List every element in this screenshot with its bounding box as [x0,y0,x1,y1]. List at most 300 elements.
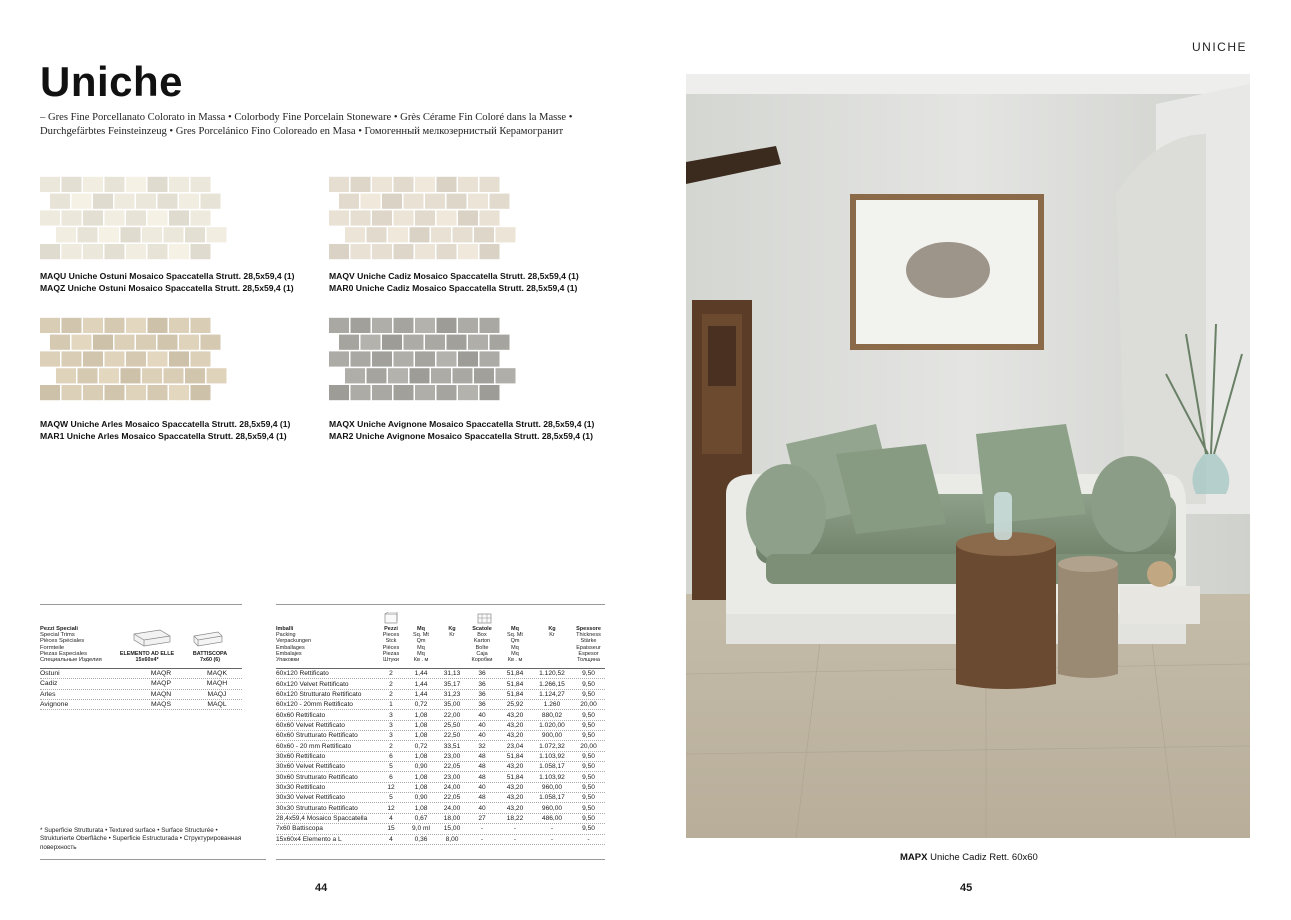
packing-col-header-line: Box [477,632,487,639]
mosaic-brick [164,227,184,242]
mosaic-brick [105,210,125,225]
table-cell: 40 [478,711,486,719]
mosaic-brick [458,351,478,366]
table-cell: 36 [478,670,486,678]
table-cell: 1.124,27 [539,690,565,698]
table-cell: 40 [478,783,486,791]
mosaic-brick [367,227,387,242]
l-element-icon [130,626,174,648]
mosaic-brick [329,318,349,333]
tile-image-avignone [329,317,519,401]
table-cell: 18,00 [443,814,461,822]
table-cell: 3 [389,721,393,729]
packing-col-header [498,626,532,663]
box-icon [477,612,493,624]
mosaic-brick [201,335,221,350]
photo-caption-code: MAPX [900,852,928,863]
cell-code: MAQS [150,701,171,709]
mosaic-brick [121,227,141,242]
table-cell: 9,50 [582,825,595,833]
mosaic-brick [437,244,457,259]
mosaic-brick [83,210,103,225]
mosaic-brick [372,177,392,192]
mosaic-brick [437,177,457,192]
col-header-skirting-size: 7x60 (6) [199,657,221,663]
table-row [276,803,605,813]
cell-code: MAQP [150,680,171,688]
table-cell: 9,50 [582,680,595,688]
table-cell: 0,36 [414,835,428,843]
mosaic-brick [207,368,227,383]
mosaic-brick [351,318,371,333]
mosaic-brick [105,385,125,400]
mosaic-brick [169,385,189,400]
mosaic-brick [148,351,168,366]
table-row [276,731,605,741]
mosaic-brick [40,318,60,333]
mosaic-brick [126,385,146,400]
table-cell: 60x60 Velvet Rettificato [276,721,345,729]
mosaic-brick [361,194,381,209]
mosaic-brick [410,227,430,242]
mosaic-brick [480,385,500,400]
table-cell: 40 [478,721,486,729]
table-cell: 9,50 [582,732,595,740]
packing-col-header-title: Pezzi [384,626,398,632]
table-cell: 9,50 [582,783,595,791]
tile-card-cadiz [329,176,619,294]
packing-col-header-line: Sq. Mt [507,632,523,639]
mosaic-brick [382,335,402,350]
mosaic-brick [126,318,146,333]
divider [40,859,266,860]
table-cell: 23,00 [443,773,461,781]
mosaic-brick [201,194,221,209]
table-row [276,772,605,782]
packing-col-header-line: Mq [511,650,519,657]
table-cell: 12 [387,783,395,791]
mosaic-brick [191,385,211,400]
table-cell: 7x60 Battiscopa [276,825,323,833]
mosaic-brick [394,385,414,400]
table-cell: 3 [389,732,393,740]
packing-col-header-line: Espesor [578,650,599,657]
table-cell: 31,13 [443,670,461,678]
mosaic-brick [351,351,371,366]
mosaic-brick [40,177,60,192]
divider [276,604,605,605]
mosaic-brick [40,244,60,259]
mosaic-brick [372,318,392,333]
packing-col-header-line: Emballages [276,644,305,651]
tile-caption-line2: MAR2 Uniche Avignone Mosaico Spaccatella Strutt. 28,5x59,4 (1) [329,430,593,441]
mosaic-brick [367,368,387,383]
packing-col-header-line: Pieces [382,632,400,639]
tile-card-arles [40,317,330,442]
mosaic-brick [437,210,457,225]
mosaic-brick [480,318,500,333]
table-cell: 960,00 [541,804,563,812]
col-header-l-element-title: ELEMENTO AD ELLE [119,651,175,657]
table-cell: 60x60 - 20 mm Rettificato [276,742,352,750]
mosaic-brick [148,318,168,333]
table-cell: 15x60x4 Elemento a L [276,835,342,843]
cell-code: MAQH [206,680,228,688]
packing-col-header [572,626,605,663]
table-cell: 1.260 [543,701,561,709]
mosaic-brick [415,244,435,259]
table-cell: 60x60 Rettificato [276,711,326,719]
divider [276,859,605,860]
table-cell: 486,00 [541,814,563,822]
table-cell: 32 [478,742,486,750]
mosaic-brick [474,227,494,242]
mosaic-brick [351,244,371,259]
packing-col-header-line: Mq [511,644,519,651]
table-cell: 22,05 [443,794,461,802]
cell-code: MAQN [150,690,172,698]
table-cell: 15 [387,825,395,833]
tile-image-ostuni [40,176,230,260]
mosaic-brick [105,318,125,333]
mosaic-brick [437,318,457,333]
table-cell: 0,72 [414,742,428,750]
table-cell: - [513,835,517,843]
subtitle: – Gres Fine Porcellanato Colorato in Massa • Colorbody Fine Porcelain Stoneware • Grès Cérame Fin Coloré dans la Masse • Durchgefärbtes Feinsteinzeug • Gres Porcelánico Fino Coloreado en Masa • Гомогенный мелкозернистый Керамогранит [40,112,573,137]
table-row [276,783,605,793]
mosaic-brick [339,335,359,350]
table-cell: 880,02 [541,711,563,719]
table-cell: 1.058,17 [539,763,565,771]
table-row [276,793,605,803]
cell-name: Avignone [40,701,69,709]
packing-col-header-title: Spessore [576,626,601,632]
mosaic-brick [372,351,392,366]
table-row [276,824,605,834]
table-cell: 900,00 [541,732,563,740]
mosaic-brick [83,244,103,259]
table-cell: - [550,835,554,843]
packing-col-header-line: Embalajes [276,650,302,657]
mosaic-brick [415,385,435,400]
table-cell: 51,84 [506,752,524,760]
table-cell: 27 [478,814,486,822]
mosaic-brick [415,351,435,366]
table-cell: 1,08 [414,711,428,719]
piece-icon [384,612,398,624]
table-cell: 35,17 [443,680,461,688]
table-cell: 30x60 Strutturato Rettificato [276,773,358,781]
table-cell: 23,04 [506,742,524,750]
cell-name: Ostuni [40,670,60,678]
mosaic-brick [480,177,500,192]
mosaic-brick [191,177,211,192]
table-cell: 1,44 [414,690,428,698]
mosaic-brick [191,318,211,333]
table-cell: - [513,825,517,833]
table-row [276,679,605,689]
packing-col-header-line: Sq. Mt [413,632,429,639]
mosaic-brick [480,244,500,259]
table-cell: 30x30 Rettificato [276,783,326,791]
mosaic-brick [382,194,402,209]
mosaic-brick [99,368,119,383]
table-row [276,700,605,710]
table-row [276,669,605,679]
mosaic-brick [415,210,435,225]
mosaic-brick [404,335,424,350]
photo-caption [900,852,1038,863]
mosaic-brick [458,244,478,259]
table-cell: 33,51 [443,742,461,750]
mosaic-brick [329,385,349,400]
table-cell: 3 [389,711,393,719]
table-cell: 18,22 [506,814,524,822]
table-cell: 4 [389,835,393,843]
table-cell: 2 [389,670,393,678]
table-cell: 1.058,17 [539,794,565,802]
table-cell: 1,08 [414,783,428,791]
mosaic-brick [490,194,510,209]
mosaic-brick [431,227,451,242]
table-cell: 51,84 [506,680,524,688]
table-cell: 40 [478,732,486,740]
mosaic-brick [142,368,162,383]
packing-table [276,612,605,845]
table-cell: 35,00 [443,701,461,709]
table-cell: 1,08 [414,732,428,740]
packing-col-header-line: Упаковки [276,657,300,664]
table-cell: 12 [387,804,395,812]
tile-image-arles [40,317,230,401]
mosaic-brick [62,177,82,192]
table-cell: 9,50 [582,711,595,719]
packing-col-header-line: Кв . м [413,657,429,664]
table-cell: 22,00 [443,711,461,719]
mosaic-brick [105,177,125,192]
mosaic-brick [169,177,189,192]
mosaic-brick [185,368,205,383]
tile-card-ostuni [40,176,330,294]
packing-col-header-line: Kr [549,632,555,639]
packing-col-header-title: Mq [417,626,425,632]
table-row [276,814,605,824]
packing-col-header [438,626,466,638]
mosaic-brick [72,335,92,350]
table-cell: 36 [478,680,486,688]
mosaic-brick [474,368,494,383]
tile-caption [329,271,619,294]
table-cell: 48 [478,752,486,760]
tile-caption [329,419,619,442]
cell-code: MAQJ [207,690,227,698]
mosaic-brick [437,385,457,400]
mosaic-brick [394,244,414,259]
mosaic-brick [447,194,467,209]
mosaic-brick [62,351,82,366]
packing-col-header-title: Kg [548,626,556,632]
table-cell: 9,50 [582,804,595,812]
table-cell: 25,92 [506,701,524,709]
table-cell: 2 [389,680,393,688]
mosaic-brick [415,177,435,192]
mosaic-brick [410,368,430,383]
special-pieces-body [40,668,242,710]
mosaic-brick [372,210,392,225]
packing-col-header-title: Mq [511,626,519,632]
cell-code: MAQL [207,701,227,709]
page-title: Uniche [40,58,184,105]
packing-col-header [404,626,438,663]
mosaic-brick [62,385,82,400]
special-pieces-table [40,612,242,710]
mosaic-brick [372,244,392,259]
mosaic-brick [372,385,392,400]
table-cell: 30x60 Velvet Rettificato [276,763,345,771]
table-row [40,700,242,710]
label-en: Special Trims [40,632,75,639]
table-cell: 1.020,00 [539,721,565,729]
mosaic-brick [458,210,478,225]
table-cell: 51,84 [506,773,524,781]
table-cell: 24,00 [443,783,461,791]
table-cell: 31,23 [443,690,461,698]
table-cell: 2 [389,690,393,698]
table-cell: 23,00 [443,752,461,760]
table-cell: 1.266,15 [539,680,565,688]
packing-col-header-line: Stck [385,638,397,645]
table-cell: 1.072,32 [539,742,565,750]
mosaic-brick [169,318,189,333]
label-de: Formteile [40,644,65,651]
mosaic-brick [329,177,349,192]
table-row [276,741,605,751]
mosaic-brick [148,244,168,259]
table-row [276,721,605,731]
mosaic-brick [142,227,162,242]
mosaic-brick [437,351,457,366]
table-cell: 48 [478,763,486,771]
table-cell: 9,50 [582,763,595,771]
table-cell: - [480,835,484,843]
mosaic-brick [126,244,146,259]
mosaic-brick [169,210,189,225]
mosaic-brick [62,210,82,225]
mosaic-brick [78,227,98,242]
cell-code: MAQK [206,670,227,678]
mosaic-brick [185,227,205,242]
packing-col-header-line: Толщина [577,657,600,664]
mosaic-brick [458,177,478,192]
packing-col-header-line: Stärke [580,638,597,645]
packing-col-header-line: Packing [276,632,296,639]
mosaic-brick [458,385,478,400]
table-row [276,752,605,762]
special-pieces-header [40,612,242,668]
mosaic-brick [169,244,189,259]
mosaic-brick [158,335,178,350]
table-cell: 24,00 [443,804,461,812]
table-cell: 960,00 [541,783,563,791]
tile-caption-line1: MAQU Uniche Ostuni Mosaico Spaccatella Strutt. 28,5x59,4 (1) [40,271,295,281]
table-cell: 25,50 [443,721,461,729]
mosaic-brick [415,318,435,333]
mosaic-brick [394,177,414,192]
table-cell: 20,00 [580,701,597,709]
table-cell: 43,20 [506,794,524,802]
table-cell: 8,00 [445,835,459,843]
mosaic-brick [394,318,414,333]
tile-card-avignone [329,317,619,442]
mosaic-brick [345,368,365,383]
table-cell: 5 [389,794,393,802]
table-cell: 43,20 [506,763,524,771]
mosaic-brick [93,194,113,209]
col-header-skirting [184,651,236,663]
label-es: Piezas Especiales [40,650,88,657]
tile-caption-line2: MAR1 Uniche Arles Mosaico Spaccatella Strutt. 28,5x59,4 (1) [40,430,287,441]
mosaic-brick [480,351,500,366]
packing-col-header-line: Epaisseur [576,644,601,651]
footnote: * Superficie Strutturata • Textured surface • Surface Structurée • Strukturierte Oberfläche • Superficie Estructurada • Структурированная поверхность [40,827,242,851]
table-cell: 0,72 [414,701,428,709]
mosaic-brick [83,177,103,192]
label-fr: Pièces Spéciales [40,638,85,645]
table-cell: - [587,835,590,843]
table-row [276,762,605,772]
mosaic-brick [404,194,424,209]
table-cell: 9,50 [582,773,595,781]
mosaic-brick [490,335,510,350]
mosaic-brick [164,368,184,383]
table-cell: 1,44 [414,680,428,688]
table-cell: 30x30 Strutturato Rettificato [276,804,358,812]
mosaic-brick [148,210,168,225]
mosaic-brick [126,177,146,192]
mosaic-brick [345,227,365,242]
mosaic-brick [453,227,473,242]
table-cell: 0,90 [414,763,428,771]
mosaic-brick [40,385,60,400]
mosaic-brick [158,194,178,209]
mosaic-brick [339,194,359,209]
table-cell: 43,20 [506,721,524,729]
mosaic-brick [105,244,125,259]
packing-col-header-line: Piezas [382,650,400,657]
table-cell: 43,20 [506,804,524,812]
mosaic-brick [453,368,473,383]
packing-col-header-line: Коробки [471,657,493,664]
label-ru: Специальные Изделия [40,657,102,664]
mosaic-brick [126,351,146,366]
mosaic-brick [62,244,82,259]
packing-col-header-line: Karton [473,638,491,645]
tile-caption [40,271,330,294]
table-row [40,679,242,689]
table-row [276,835,605,845]
cell-name: Cadiz [40,680,58,688]
mosaic-brick [148,177,168,192]
tile-caption-line2: MAQZ Uniche Ostuni Mosaico Spaccatella Strutt. 28,5x59,4 (1) [40,282,294,293]
mosaic-brick [329,351,349,366]
mosaic-brick [191,210,211,225]
mosaic-brick [351,210,371,225]
mosaic-brick [207,227,227,242]
mosaic-brick [105,351,125,366]
mosaic-brick [496,368,516,383]
mosaic-brick [121,368,141,383]
packing-col-header-line: Mq [417,644,425,651]
